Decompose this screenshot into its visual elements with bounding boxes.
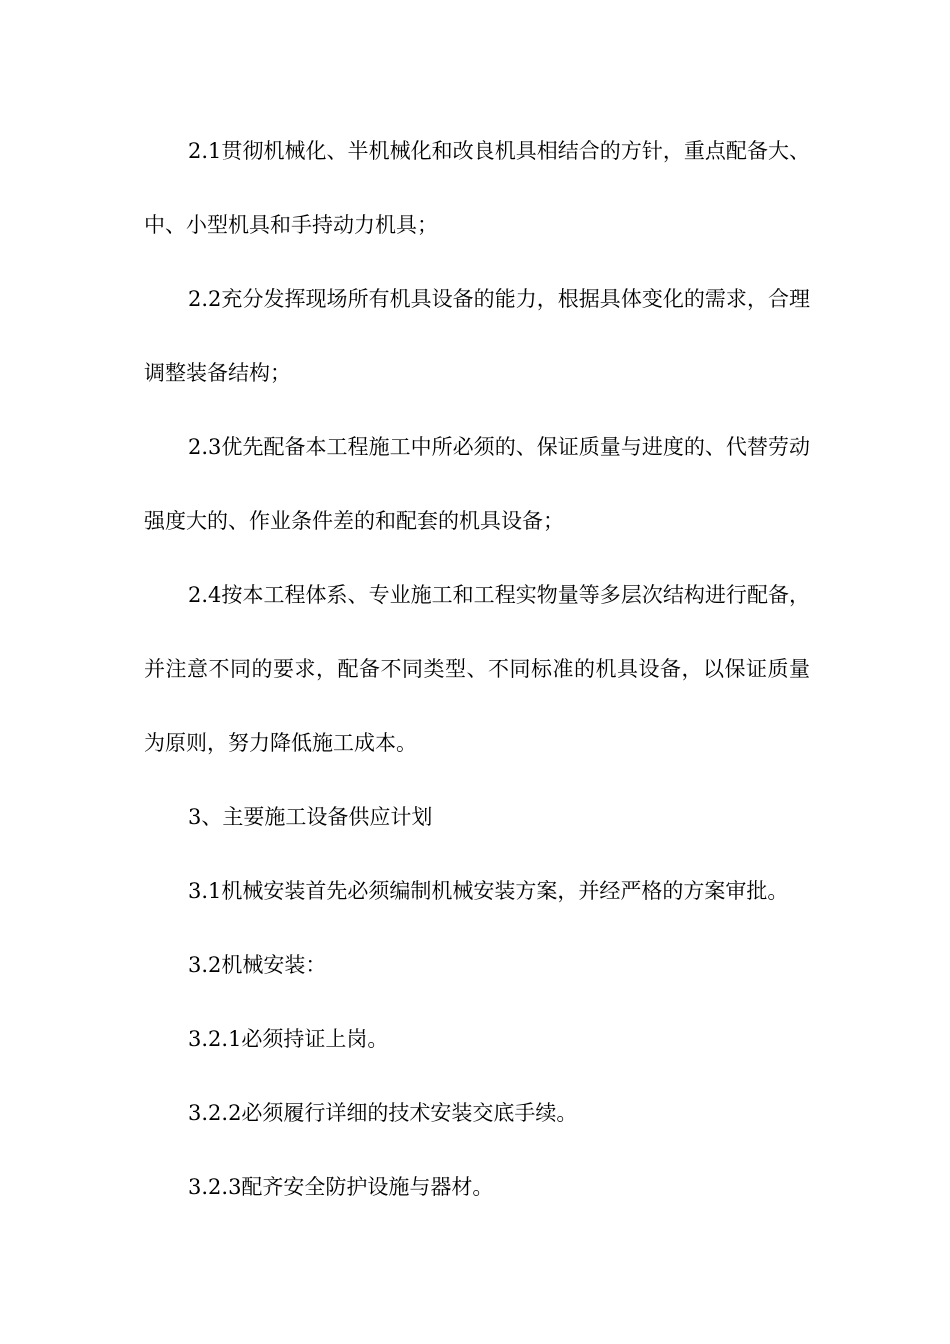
paragraph-2-1: 2.1贯彻机械化、半机械化和改良机具相结合的方针，重点配备大、中、小型机具和手持动力机具； [144,139,810,237]
paragraph-3-2-3: 3.2.3配齐安全防护设施与器材。 [188,1175,494,1199]
paragraph-3-2-1: 3.2.1必须持证上岗。 [188,1027,389,1051]
paragraph-2-4: 2.4按本工程体系、专业施工和工程实物量等多层次结构进行配备，并注意不同的要求，配备不同类型、不同标准的机具设备，以保证质量为原则，努力降低施工成本。 [144,583,810,755]
section-heading-3: 3、主要施工设备供应计划 [188,805,433,829]
paragraph-2-3: 2.3优先配备本工程施工中所必须的、保证质量与进度的、代替劳动强度大的、作业条件差的和配套的机具设备； [144,435,810,533]
document-body [144,114,810,1224]
paragraph-3-2-2: 3.2.2必须履行详细的技术安装交底手续。 [188,1101,578,1125]
paragraph-3-2: 3.2机械安装： [188,953,327,977]
paragraph-3-1: 3.1机械安装首先必须编制机械安装方案，并经严格的方案审批。 [188,879,789,903]
paragraph-2-2: 2.2充分发挥现场所有机具设备的能力，根据具体变化的需求，合理调整装备结构； [144,287,810,385]
